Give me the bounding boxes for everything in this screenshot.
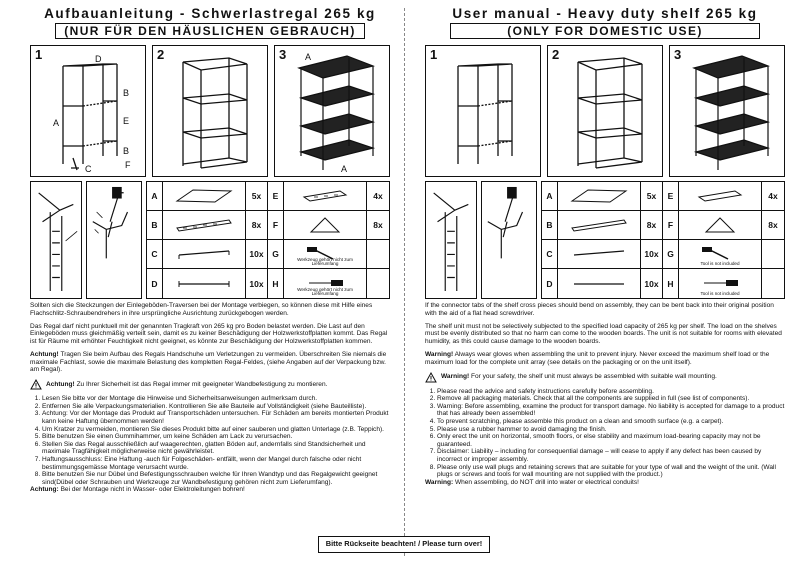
paragraph: The shelf unit must not be selectively subjected to the specified load capacity of 265 kg per shelf. The load on the shelves must be evenly distributed so that no harm can come to the wooden boards. The unit is not suitable for rooms with elevated humidity, as this could cause damage to the wooden boards. <box>425 322 782 345</box>
english-column <box>425 0 785 570</box>
part-letter: B <box>147 211 163 240</box>
part-letter: B <box>542 211 558 240</box>
list-item: 2. Entfernen Sie alle Verpackungsmaterialien. Kontrollieren Sie alle Bauteile auf Vollständigkeit (siehe Bauteilliste). <box>42 403 390 411</box>
list-item: 6. Stellen Sie das Regal ausschließlich auf waagerechten, glatten Böden auf, andernfalls sind Standsicherheit und maximale Tragfähigkeit möglicherweise nicht gewährleistet. <box>42 441 390 456</box>
step-number: 2 <box>552 47 560 62</box>
part-letter: A <box>542 182 558 211</box>
list-item: 7. Haftungsausschluss: Eine Haftung -auch für Folgeschäden- entfällt, wenn der Mangel durch falsche oder nicht bestimmungsgemässe Montage verursacht wurde. <box>42 456 390 471</box>
part-illustration-screwdriver <box>284 269 367 298</box>
list-item: 3. Warning: Before assembling, examine the product for transport damage. No liability is accepted for damage to a product that has already been assembled! <box>437 403 785 418</box>
german-subtitle: (NUR FÜR DEN HÄUSLICHEN GEBRAUCH) <box>55 23 365 39</box>
part-letter: F <box>663 211 679 240</box>
part-letter: E <box>268 182 284 211</box>
part-count <box>762 269 784 298</box>
english-assembly-steps <box>425 45 785 177</box>
list-item: 5. Bitte benutzen Sie einen Gummihammer, um keine Schäden am Lack zu verursachen. <box>42 433 390 441</box>
part-letter: E <box>663 182 679 211</box>
warning-paragraph: Warning! Always wear gloves when assembling the unit to prevent injury. Never exceed the maximum shelf load or the maximum load for the complete unit array (see details on the packaging or on the unit itself). <box>425 350 770 366</box>
part-count: 10x <box>246 240 268 269</box>
part-count <box>367 240 389 269</box>
part-count: 5x <box>641 182 663 211</box>
screwdriver-detail-panel <box>481 181 537 299</box>
step-3-illustration <box>670 46 784 176</box>
part-letter: G <box>268 240 284 269</box>
part-count: 4x <box>367 182 389 211</box>
step-2-panel <box>547 45 663 177</box>
step-2-illustration <box>548 46 662 176</box>
step-3-panel <box>274 45 390 177</box>
part-letter: G <box>663 240 679 269</box>
tool-note: Tool is not included <box>700 291 740 297</box>
german-instructions <box>30 302 390 494</box>
german-parts-list <box>146 181 390 299</box>
part-illustration-upright <box>284 182 367 211</box>
part-count <box>762 240 784 269</box>
paragraph: Das Regal darf nicht punktuell mit der genannten Tragkraft von 265 kg pro Boden belastet werden. Die Last auf den Einlegeböden muss gleichmäßig verteilt sein, damit es zu keiner Beschädigung der Holzwerkstoffplatten kommt. Das Regal ist für Räume mit erhöhter Feuchtigkeit nicht geeignet, es könnte zur Beschädigung der Holzwerkstoffplatten kommen. <box>30 322 388 345</box>
part-letter: H <box>268 269 284 298</box>
page-divider <box>404 8 405 556</box>
warning-triangle-icon <box>425 372 437 383</box>
part-count: 5x <box>246 182 268 211</box>
german-instruction-list <box>42 395 390 486</box>
english-instruction-list <box>437 388 785 479</box>
part-illustration-support-bar <box>163 269 246 298</box>
step-2-illustration <box>153 46 267 176</box>
tool-note: Werkzeug gehört nicht zum Lieferumfang <box>297 286 353 297</box>
part-letter: A <box>147 182 163 211</box>
step-1-panel <box>425 45 541 177</box>
list-item: 3. Achtung: Vor der Montage das Produkt auf Transportschäden untersuchen. Für Schäden am bereits montierten Produkt kann keine Haftung übernommen werden! <box>42 410 390 425</box>
final-warning: Achtung: Bei der Montage nicht in Wasser- oder Elektroleitungen bohren! <box>30 486 245 494</box>
list-item: 8. Please only use wall plugs and retaining screws that are suitable for your type of wall and the weight of the unit. (Wall plugs or screws and tools for wall mounting are not supplied with the product.) <box>437 464 785 479</box>
german-parts-row <box>30 181 390 299</box>
part-illustration-screwdriver <box>679 269 762 298</box>
svg-text:A: A <box>53 118 60 128</box>
part-letter: C <box>147 240 163 269</box>
part-count: 8x <box>367 211 389 240</box>
step-1-illustration <box>31 46 145 176</box>
list-item: 1. Lesen Sie bitte vor der Montage die Hinweise und Sicherheitsanweisungen aufmerksam durch. <box>42 395 390 403</box>
part-illustration-shelf-board <box>163 182 246 211</box>
paragraph: If the connector tabs of the shelf cross pieces should bend on assembly, they can be bent back into their original position with the aid of a flat head screwdriver. <box>425 302 774 317</box>
safety-warning: Warning! For your safety, the shelf unit must always be assembled with suitable wall mounting. <box>425 372 785 383</box>
connector-detail-illustration <box>31 182 81 298</box>
part-count: 8x <box>246 211 268 240</box>
tool-note: Werkzeug gehört nicht zum Lieferumfang <box>297 256 353 267</box>
list-item: 7. Disclaimer: Liability – including for consequential damage – will cease to apply if any defect has been caused by incorrect or improper assembly. <box>437 448 785 463</box>
english-instructions <box>425 302 785 486</box>
part-count: 8x <box>641 211 663 240</box>
list-item: 1. Please read the advice and safety instructions carefully before assembling. <box>437 388 785 396</box>
list-item: 2. Remove all packaging materials. Check that all the components are supplied in full (see list of components). <box>437 395 785 403</box>
svg-text:A: A <box>341 164 348 174</box>
part-illustration-long-beam <box>163 211 246 240</box>
step-number: 3 <box>674 47 682 62</box>
connector-detail-illustration <box>426 182 476 298</box>
german-assembly-steps <box>30 45 390 177</box>
screwdriver-icon <box>87 182 141 298</box>
screwdriver-icon <box>482 182 536 298</box>
step-number: 1 <box>35 47 43 62</box>
svg-text:B: B <box>123 146 130 156</box>
part-illustration-corner-brace <box>284 211 367 240</box>
part-illustration-short-beam <box>558 240 641 269</box>
german-column <box>30 0 390 570</box>
warning-paragraph: Achtung! Tragen Sie beim Aufbau des Regals Handschuhe um Verletzungen zu vermeiden. Überschreiten Sie niemals die maximale Fachlast, sowie die maximale Belastung des kompletten Regal-Feldes, (siehe Angaben auf der Verpackung bzw. am Regal). <box>30 350 387 374</box>
svg-text:D: D <box>95 54 102 64</box>
part-illustration-support-bar <box>558 269 641 298</box>
list-item: 5. Please use a rubber hammer to avoid damaging the finish. <box>437 426 785 434</box>
part-illustration-hammer <box>679 240 762 269</box>
part-illustration-shelf-board <box>558 182 641 211</box>
part-letter: F <box>268 211 284 240</box>
list-item: 6. Only erect the unit on horizontal, smooth floors, or else stability and maximum load-bearing capacity may not be guaranteed. <box>437 433 785 448</box>
svg-text:E: E <box>123 116 130 126</box>
svg-text:C: C <box>85 164 92 174</box>
svg-text:F: F <box>125 160 131 170</box>
safety-warning: Achtung! Zu Ihrer Sicherheit ist das Regal immer mit geeigneter Wandbefestigung zu montieren. <box>30 379 390 390</box>
step-3-panel <box>669 45 785 177</box>
part-illustration-corner-brace <box>679 211 762 240</box>
tool-note: Tool is not included <box>700 261 740 267</box>
part-illustration-short-beam <box>163 240 246 269</box>
part-illustration-upright <box>679 182 762 211</box>
part-letter: C <box>542 240 558 269</box>
step-3-illustration <box>275 46 389 176</box>
screwdriver-detail-panel <box>86 181 142 299</box>
english-title: User manual - Heavy duty shelf 265 kg <box>452 6 758 21</box>
step-1-illustration <box>426 46 540 176</box>
part-letter: D <box>542 269 558 298</box>
part-count: 10x <box>246 269 268 298</box>
part-illustration-long-beam <box>558 211 641 240</box>
list-item: 8. Bitte benutzen Sie nur Dübel und Befestigungsschrauben welche für Ihren Wandtyp und das Regalgewicht geeignet sind(Dübel oder Schrauben und Werkzeuge zur Wandbefestigung gehören nicht zum Lieferumfang). <box>42 471 390 486</box>
english-subtitle: (ONLY FOR DOMESTIC USE) <box>450 23 760 39</box>
step-1-panel <box>30 45 146 177</box>
step-2-panel <box>152 45 268 177</box>
part-letter: D <box>147 269 163 298</box>
german-title: Aufbauanleitung - Schwerlastregal 265 kg <box>44 6 376 21</box>
part-letter: H <box>663 269 679 298</box>
step-number: 3 <box>279 47 287 62</box>
part-count <box>367 269 389 298</box>
part-count: 8x <box>762 211 784 240</box>
paragraph: Sollten sich die Steckzungen der Einlegeböden-Traversen bei der Montage verbiegen, so können diese mit Hilfe eines Flachschlitz-Schraubendrehers in ihre ursprüngliche Ausrichtung zurückgebogen werden. <box>30 302 373 317</box>
step-number: 1 <box>430 47 438 62</box>
part-illustration-hammer <box>284 240 367 269</box>
english-parts-row <box>425 181 785 299</box>
svg-text:B: B <box>123 88 130 98</box>
warning-triangle-icon <box>30 379 42 390</box>
step-number: 2 <box>157 47 165 62</box>
connector-detail-panel <box>425 181 477 299</box>
svg-text:A: A <box>305 52 312 62</box>
connector-detail-panel <box>30 181 82 299</box>
english-parts-list <box>541 181 785 299</box>
list-item: 4. To prevent scratching, please assemble this product on a clean and smooth surface (e.g. a carpet). <box>437 418 785 426</box>
part-count: 10x <box>641 240 663 269</box>
list-item: 4. Um Kratzer zu vermeiden, montieren Sie dieses Produkt bitte auf einer sauberen und glatten Unterlage (z.B. Teppich). <box>42 426 390 434</box>
part-count: 10x <box>641 269 663 298</box>
final-warning: Warning: When assembling, do NOT drill into water or electrical conduits! <box>425 478 639 486</box>
part-count: 4x <box>762 182 784 211</box>
turn-over-notice: Bitte Rückseite beachten! / Please turn over! <box>318 536 490 553</box>
